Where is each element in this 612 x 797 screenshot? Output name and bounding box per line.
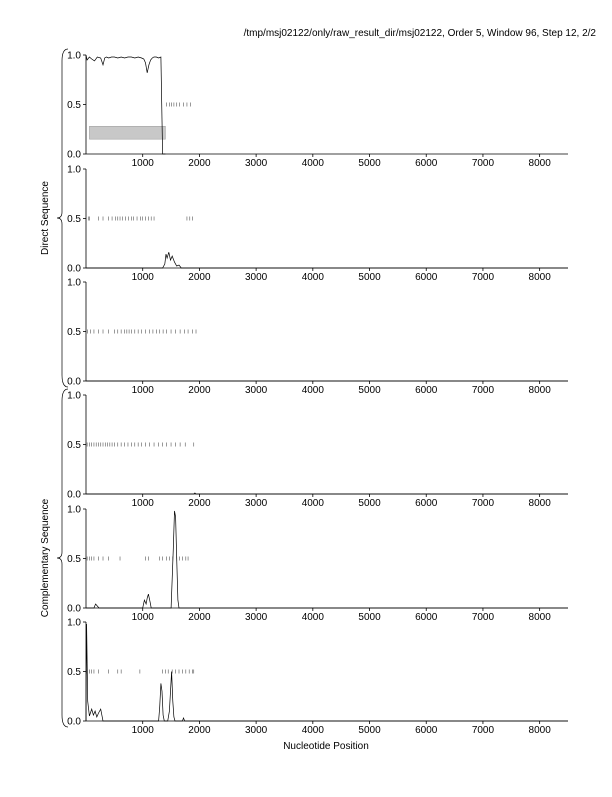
y-tick-label: 0.0 [67,603,81,615]
x-tick-label: 6000 [415,272,438,283]
x-tick-label: 1000 [131,498,154,509]
y-tick-label: 1.0 [67,390,81,402]
x-tick-label: 6000 [415,385,438,396]
panel-3 [67,278,568,397]
y-tick-label: 0.0 [67,489,81,501]
x-tick-label: 8000 [528,385,551,396]
x-tick-label: 2000 [188,385,211,396]
x-tick-label: 6000 [415,498,438,509]
x-tick-label: 7000 [471,725,495,736]
x-tick-label: 2000 [188,158,211,169]
figure-title: /tmp/msj02122/only/raw_result_dir/msj02122, Order 5, Window 96, Step 12, 2/2 [243,28,596,39]
x-tick-label: 3000 [244,385,268,396]
y-tick-label: 0.5 [67,327,81,338]
y-tick-label: 0.5 [67,100,81,111]
x-tick-label: 5000 [358,612,381,623]
series-line [86,624,568,721]
x-tick-label: 5000 [358,158,381,169]
x-tick-label: 7000 [471,612,495,623]
x-tick-label: 1000 [131,158,154,169]
series-line [86,252,568,268]
x-tick-label: 4000 [301,158,324,169]
x-tick-label: 2000 [188,612,211,623]
y-tick-label: 0.5 [67,667,81,678]
x-tick-label: 6000 [415,725,438,736]
x-tick-label: 7000 [471,385,495,396]
x-tick-label: 6000 [415,612,438,623]
y-tick-label: 0.0 [67,149,81,161]
x-tick-label: 3000 [244,725,268,736]
y-tick-label: 0.5 [67,440,81,451]
x-tick-label: 4000 [301,725,324,736]
y-tick-label: 0.5 [67,214,81,225]
panel-5 [67,505,568,624]
x-tick-label: 4000 [301,612,324,623]
x-tick-label: 5000 [358,725,381,736]
x-tick-label: 2000 [188,272,211,283]
x-tick-label: 8000 [528,498,551,509]
series-line [86,511,568,608]
x-axis-label: Nucleotide Position [283,741,369,752]
x-tick-label: 5000 [358,498,381,509]
x-tick-label: 7000 [471,158,495,169]
y-tick-label: 0.0 [67,716,81,728]
x-tick-label: 3000 [244,158,268,169]
x-tick-label: 5000 [358,272,381,283]
x-tick-label: 2000 [188,725,211,736]
x-tick-label: 7000 [471,498,495,509]
panel-4 [67,391,568,510]
x-tick-label: 1000 [131,272,154,283]
x-tick-label: 8000 [528,272,551,283]
y-tick-label: 0.0 [67,263,81,275]
x-tick-label: 1000 [131,385,154,396]
x-tick-label: 4000 [301,498,324,509]
y-tick-label: 1.0 [67,617,81,629]
panel-6 [67,618,568,737]
x-tick-label: 6000 [415,158,438,169]
x-tick-label: 3000 [244,612,268,623]
y-tick-label: 0.0 [67,376,81,388]
group-label: Complementary Sequence [40,498,51,618]
x-tick-label: 3000 [244,272,268,283]
y-tick-label: 0.5 [67,554,81,565]
x-tick-label: 4000 [301,385,324,396]
panel-2 [67,165,568,284]
panel-1 [67,51,568,170]
group-brackets [40,49,68,727]
x-tick-label: 3000 [244,498,268,509]
x-tick-label: 5000 [358,385,381,396]
shaded-region [89,126,165,139]
x-tick-label: 1000 [131,725,154,736]
x-tick-label: 8000 [528,725,551,736]
panels [67,51,568,737]
x-tick-label: 8000 [528,612,551,623]
y-tick-label: 1.0 [67,164,81,176]
group-label: Direct Sequence [40,181,51,255]
x-tick-label: 4000 [301,272,324,283]
y-tick-label: 1.0 [67,277,81,289]
series-line [86,493,568,494]
y-tick-label: 1.0 [67,50,81,62]
x-tick-label: 7000 [471,272,495,283]
x-tick-label: 1000 [131,612,154,623]
y-tick-label: 1.0 [67,504,81,516]
x-tick-label: 2000 [188,498,211,509]
x-tick-label: 8000 [528,158,551,169]
